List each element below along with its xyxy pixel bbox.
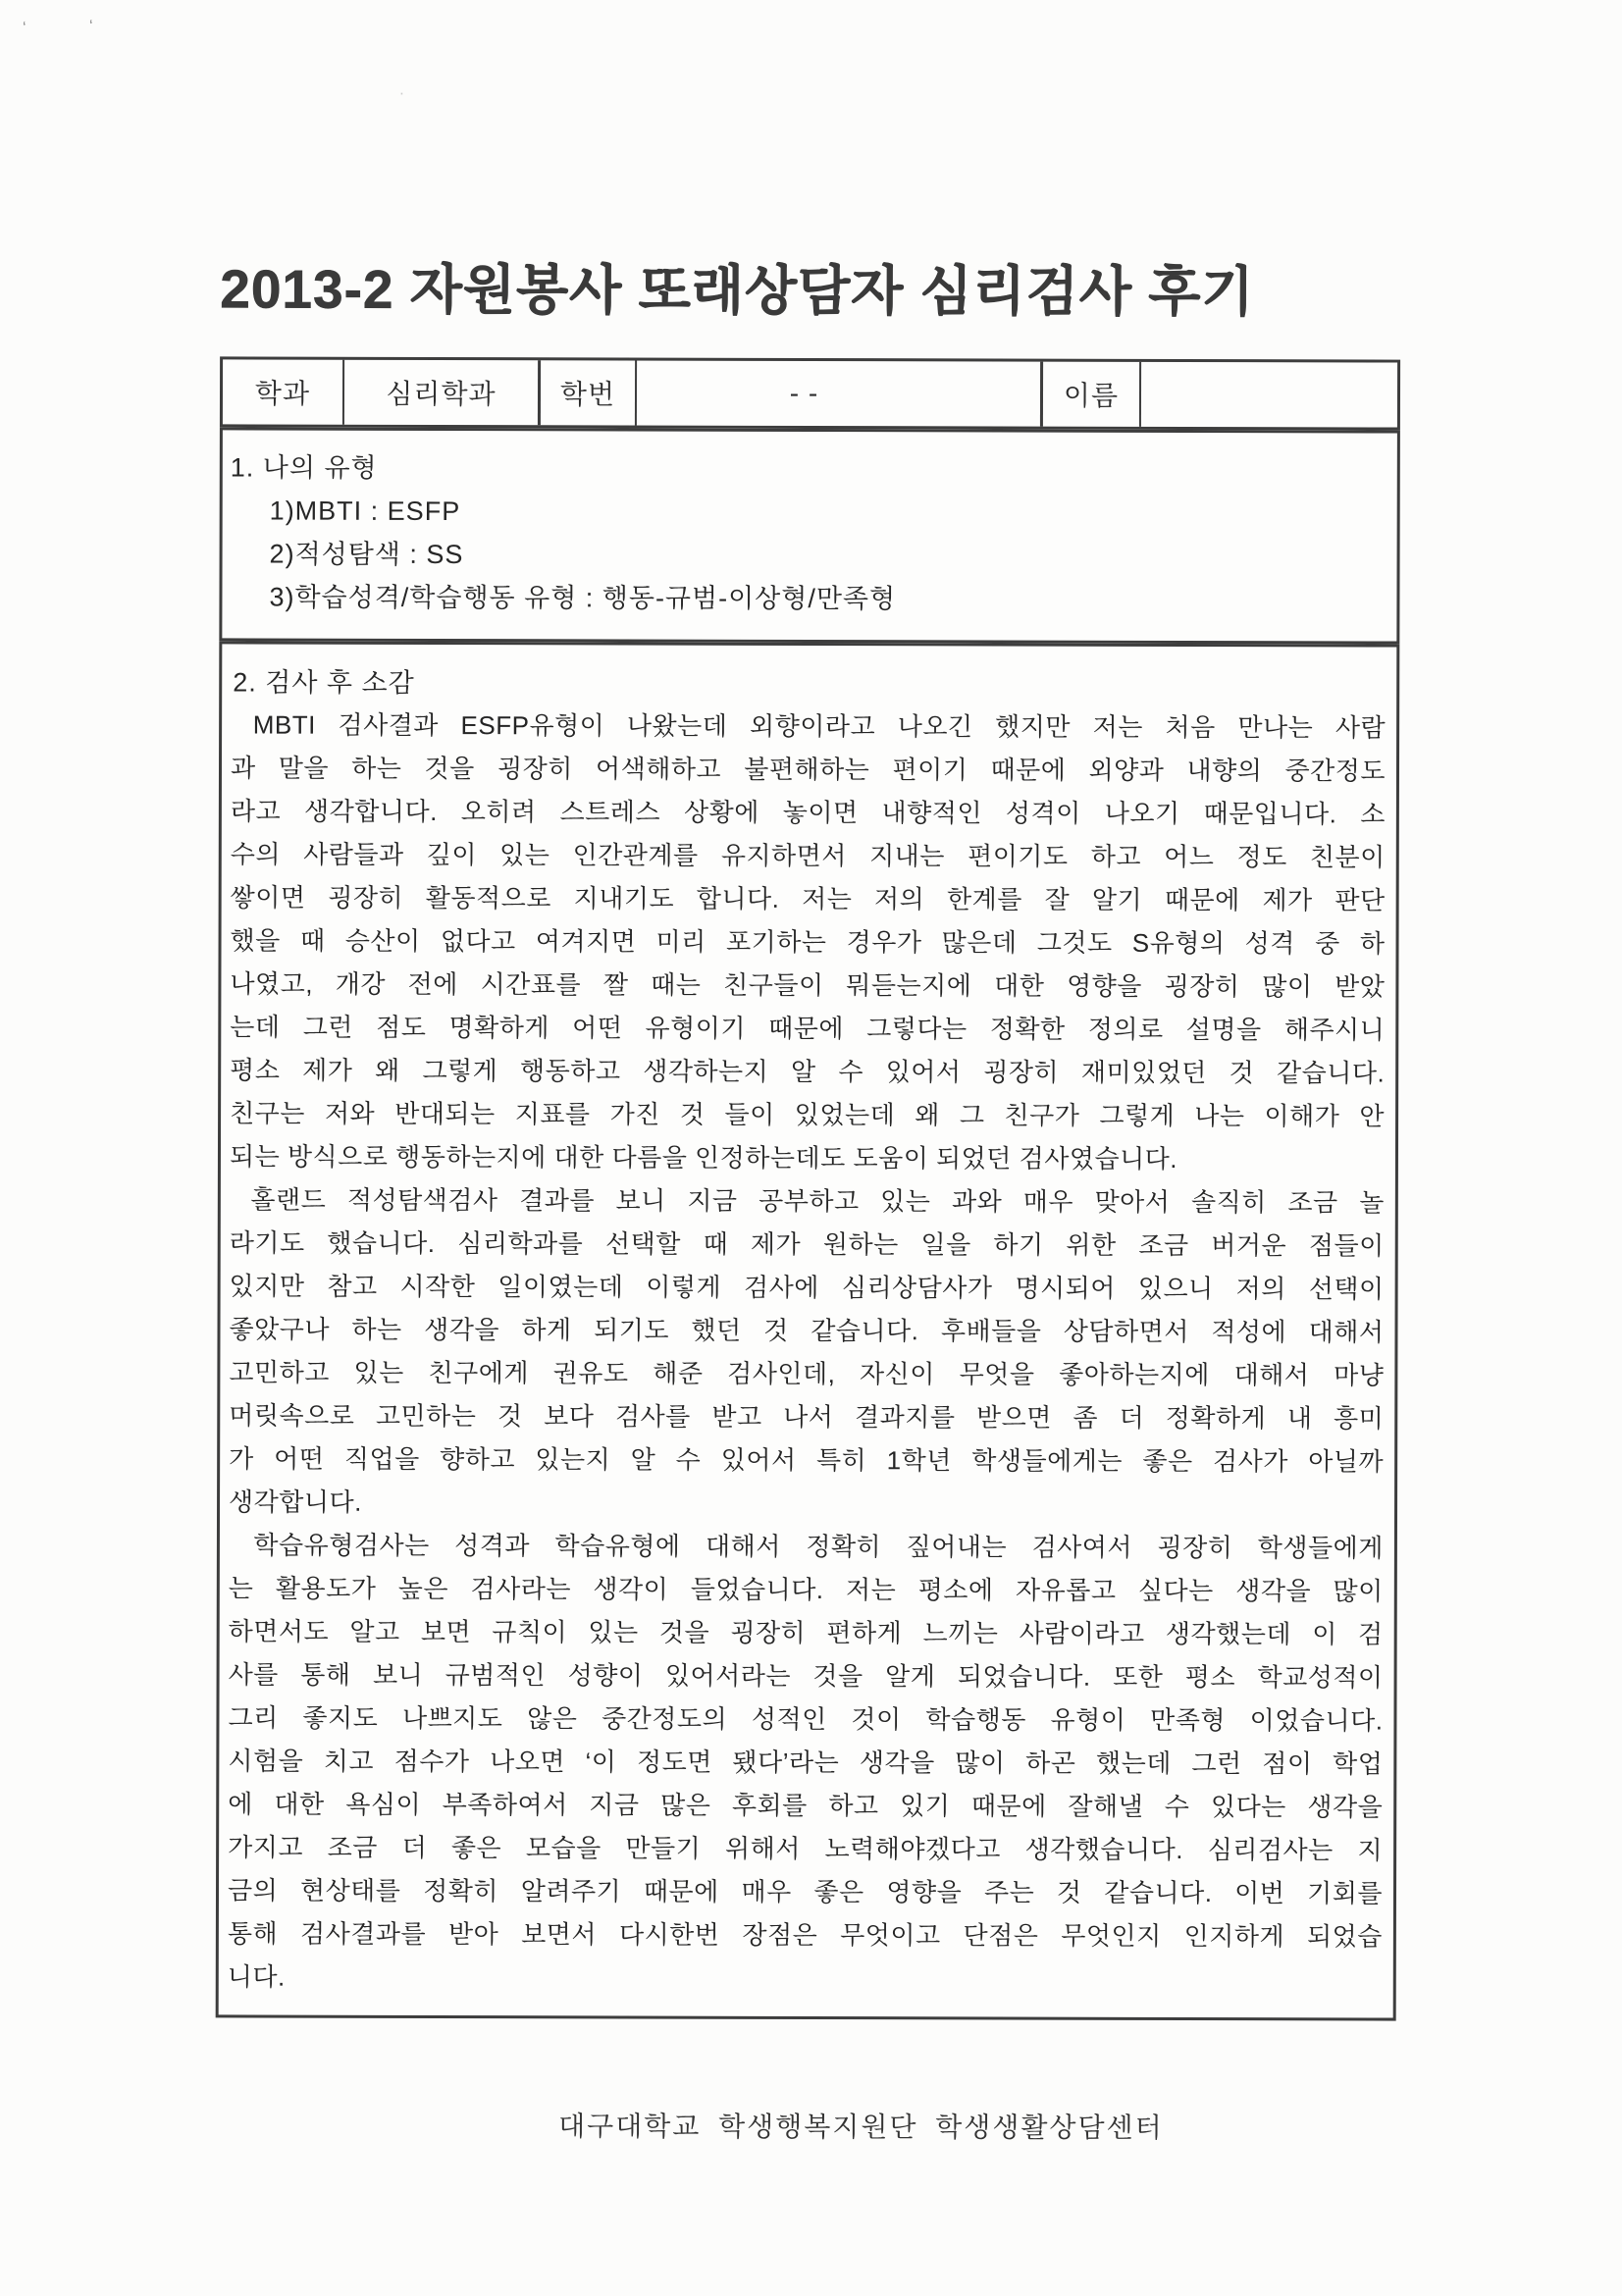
report-line: 라고 생각합니다. 오히려 스트레스 상황에 놓이면 내향적인 성격이 나오기 때문입니다. 소	[230, 796, 1386, 829]
report-line: 있지만 참고 시작한 일이였는데 이렇게 검사에 심리상담사가 명시되어 있으니 저의 선택이	[229, 1271, 1385, 1304]
report-line: 했을 때 승산이 없다고 여겨지면 미리 포기하는 경우가 많은데 그것도 S유형의 성격 중 하	[230, 925, 1386, 959]
section-my-type	[219, 427, 1400, 644]
scan-artifact: ‘	[22, 19, 26, 36]
report-line: 가지고 조금 더 좋은 모습을 만들기 위해서 노력해야겠다고 생각했습니다. 심리검사는 지	[228, 1832, 1384, 1865]
report-line: 그리 좋지도 나쁘지도 않은 중간정도의 성적인 것이 학습행동 유형이 만족형 이었습니다.	[228, 1702, 1384, 1736]
section2-heading: 2. 검사 후 소감	[233, 667, 415, 698]
section-test-review	[216, 641, 1400, 2020]
report-line: 생각합니다.	[229, 1487, 362, 1517]
page-title: 2013-2 자원봉사 또래상담자 심리검사 후기	[220, 258, 1255, 323]
department-value: 심리학과	[344, 360, 541, 426]
name-value	[1141, 362, 1397, 428]
report-line: 통해 검사결과를 받아 보면서 다시한번 장점은 무엇이고 단점은 무엇인지 인지하게 되었습	[227, 1918, 1383, 1952]
report-line: 니다.	[227, 1961, 286, 1992]
student-id-value: - -	[637, 361, 1043, 427]
report-lines	[228, 703, 1386, 2001]
scan-artifact: ‘	[88, 18, 93, 35]
report-line: 좋았구나 하는 생각을 하게 되기도 했던 것 같습니다. 후배들을 상담하면서 적성에 대해서	[229, 1314, 1385, 1347]
report-line: 되는 방식으로 행동하는지에 대한 다름을 인정하는데도 도움이 되었던 검사였습니다.	[229, 1141, 1178, 1174]
report-line: 쌓이면 굉장히 활동적으로 지내기도 합니다. 저는 저의 한계를 잘 알기 때문에 제가 판단	[230, 882, 1386, 915]
report-line: 는 활용도가 높은 검사라는 생각이 들었습니다. 저는 평소에 자유롭고 싶다는 생각을 많이	[228, 1573, 1384, 1606]
report-line: 수의 사람들과 깊이 있는 인간관계를 유지하면서 지내는 편이기도 하고 어느 정도 친분이	[230, 839, 1386, 872]
name-label: 이름	[1043, 362, 1141, 427]
report-line: 하면서도 알고 보면 규칙이 있는 것을 굉장히 편하게 느끼는 사람이라고 생각했는데 이 검	[228, 1616, 1384, 1649]
report-line: MBTI 검사결과 ESFP유형이 나왔는데 외향이라고 나오긴 했지만 저는 처음 만나는 사람	[231, 709, 1387, 743]
report-line: 에 대한 욕심이 부족하여서 지금 많은 후회를 하고 있기 때문에 잘해낼 수 있다는 생각을	[228, 1789, 1384, 1822]
section1-heading: 1. 나의 유형	[230, 452, 378, 483]
student-info-table	[220, 356, 1400, 430]
report-line: 가 어떤 직업을 향하고 있는지 알 수 있어서 특히 1학년 학생들에게는 좋은 검사가 아닐까	[229, 1443, 1385, 1477]
learning-type-result: 3)학습성격/학습행동 유형 : 행동-규범-이상형/만족형	[269, 582, 897, 614]
department-label: 학과	[223, 359, 344, 424]
report-line: 고민하고 있는 친구에게 권유도 해준 검사인데, 자신이 무엇을 좋아하는지에 대해서 마냥	[229, 1357, 1385, 1390]
report-line: 시험을 치고 점수가 나오면 ‘이 정도면 됐다’라는 생각을 많이 하곤 했는데 그런 점이 학업	[228, 1746, 1384, 1779]
aptitude-result: 2)적성탐색 : SS	[269, 539, 464, 570]
report-line: 친구는 저와 반대되는 지표를 가진 것 들이 있었는데 왜 그 친구가 그렇게 나는 이해가 안	[230, 1098, 1386, 1131]
report-line: 나였고, 개강 전에 시간표를 짤 때는 친구들이 뭐듣는지에 대한 영향을 굉장히 많이 받았	[230, 968, 1386, 1002]
report-line: 금의 현상태를 정확히 알려주기 때문에 매우 좋은 영향을 주는 것 같습니다. 이번 기회를	[227, 1875, 1384, 1908]
student-id-label: 학번	[541, 360, 637, 425]
report-line: 머릿속으로 고민하는 것 보다 검사를 받고 나서 결과지를 받으면 좀 더 정확하게 내 흥미	[229, 1400, 1385, 1434]
report-line: 홀랜드 적성탐색검사 결과를 보니 지금 공부하고 있는 과와 매우 맞아서 솔직히 조금 놀	[229, 1184, 1385, 1218]
report-line: 사를 통해 보니 규범적인 성향이 있어서라는 것을 알게 되었습니다. 또한 평소 학교성적이	[228, 1659, 1384, 1693]
report-line: 과 말을 하는 것을 굉장히 어색해하고 불편해하는 편이기 때문에 외양과 내향의 중간정도	[230, 753, 1387, 786]
mbti-result: 1)MBTI : ESFP	[269, 496, 461, 527]
footer-org-name: 대구대학교 학생행복지원단 학생생활상담센터	[558, 2111, 1164, 2143]
report-line: 평소 제가 왜 그렇게 행동하고 생각하는지 알 수 있어서 굉장히 재미있었던 것 같습니다.	[230, 1055, 1386, 1088]
report-line: 라기도 했습니다. 심리학과를 선택할 때 제가 원하는 일을 하기 위한 조금 버거운 점들이	[229, 1227, 1385, 1261]
report-line: 는데 그런 점도 명확하게 어떤 유형이기 때문에 그렇다는 정확한 정의로 설명을 해주시니	[230, 1012, 1386, 1045]
report-line: 학습유형검사는 성격과 학습유형에 대해서 정확히 짚어내는 검사여서 굉장히 학생들에게	[228, 1530, 1384, 1563]
scan-artifact: ·	[398, 84, 405, 102]
